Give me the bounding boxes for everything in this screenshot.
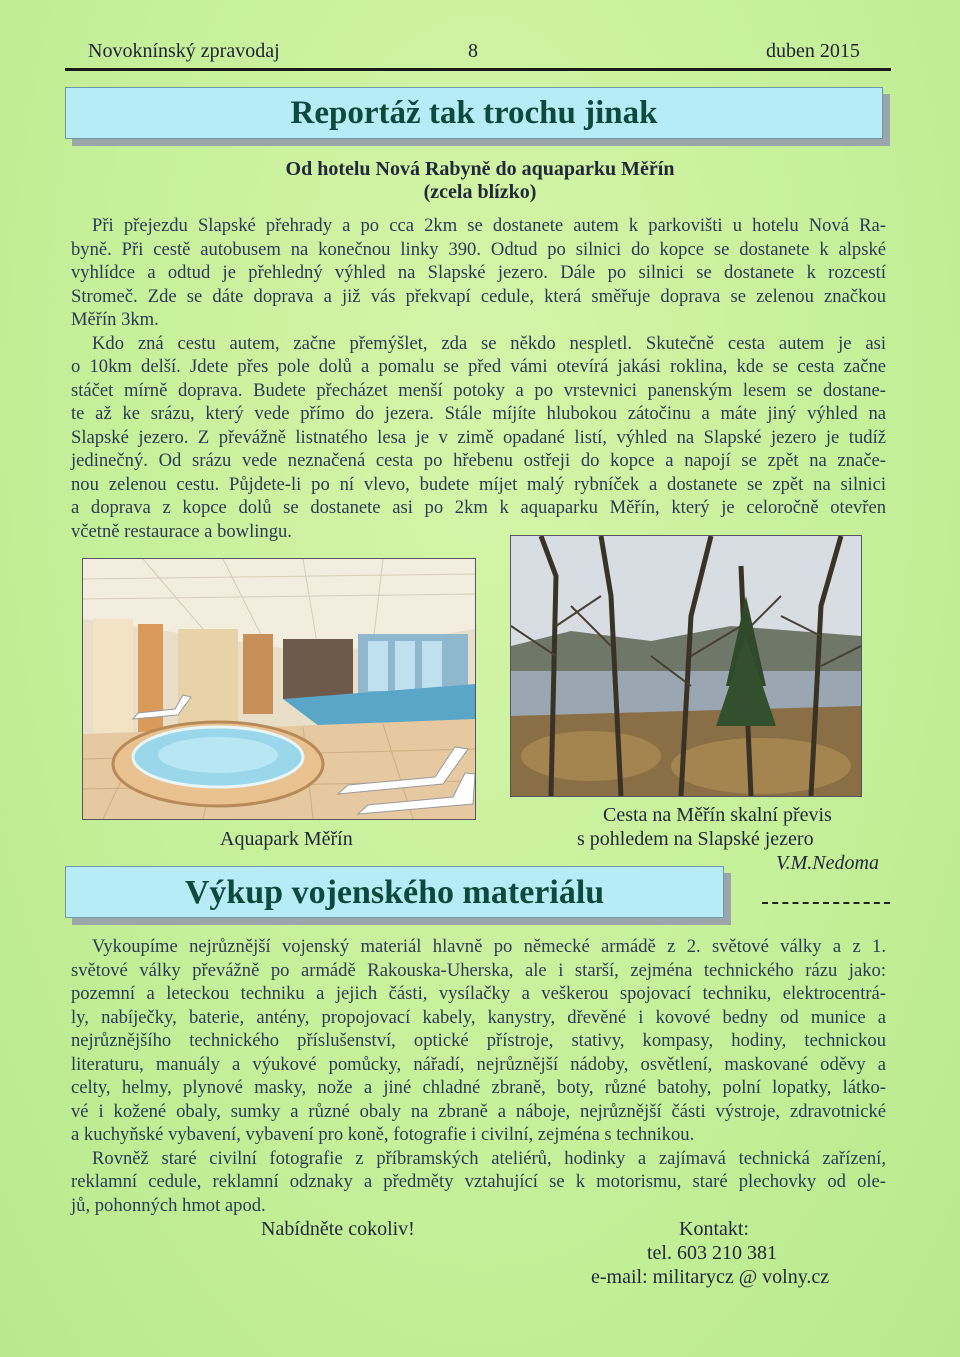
text-line: stáčet mírně doprava. Budete přecházet menší potoky a po vrstevnici panenským lesem se dostane- (71, 379, 886, 401)
contact-email: e-mail: militarycz @ volny.cz (591, 1266, 830, 1288)
text-line: nejrůznějšího technického příslušenství, optické přístroje, stativy, kompasy, hodiny, technickou (71, 1030, 886, 1051)
text-line: pozemní a leteckou techniku a jejich části, vysílačky a veškerou spojovací techniku, elektrocentrá- (71, 983, 886, 1004)
article1-subtitle-note: (zcela blízko) (423, 181, 537, 203)
article1-title-banner (65, 87, 883, 139)
contact-label: Kontakt: (679, 1218, 749, 1240)
caption-lake-2: s pohledem na Slapské jezero (577, 828, 814, 850)
header-publication: Novoknínský zpravodaj (88, 40, 280, 62)
header-page-number: 8 (468, 40, 478, 62)
text-line: literaturu, manuály a výukové pomůcky, nářadí, nejrůznější nádoby, osvětlení, maskované oděvy a (71, 1053, 886, 1075)
article2-body (71, 935, 886, 1217)
text-line: Při přejezdu Slapské přehrady a po cca 2km se dostanete autem k parkovišti u hotelu Nová Ra- (92, 215, 886, 236)
article1-subtitle: Od hotelu Nová Rabyně do aquaparku Měřín (285, 158, 675, 180)
text-line: o 10km delší. Jdete přes pole dolů a pomalu se před vámi otevírá jakási roklina, kde se cesta začne (71, 356, 886, 377)
text-line: vyhlídce a odtud je přehledný výhled na Slapské jezero. Dále po silnici se dostanete k rozcestí (71, 262, 886, 283)
author: V.M.Nedoma (776, 852, 879, 874)
article2-title: Výkup vojenského materiálu (184, 874, 605, 911)
caption-aquapark: Aquapark Měřín (220, 828, 353, 850)
text-line: světové války převážně po armádě Rakouska-Uherska, ale i starší, zejména technického rázu jako: (71, 959, 886, 981)
offer-text: Nabídněte cokoliv! (261, 1218, 415, 1240)
text-line: Měřín 3km. (71, 309, 159, 330)
text-line: celty, helmy, plynové masky, nože a jiné chladné zbraně, boty, různé batohy, polní lopatky, látko- (71, 1077, 886, 1098)
text-line: ly, nabíječky, baterie, antény, propojovací kabely, kanystry, dřevěné i kovové bedny od munice a (71, 1006, 886, 1028)
text-line: Stromeč. Zde se dáte doprava a již vás překvapí cedule, která směřuje doprava se zelenou značkou (71, 285, 886, 307)
contact-phone: tel. 603 210 381 (647, 1242, 777, 1264)
text-line: Kdo zná cestu autem, začne přemýšlet, zda se někdo nespletl. Skutečně cesta autem je asi (92, 332, 886, 354)
header-date: duben 2015 (766, 40, 860, 62)
pool-photo (82, 558, 476, 820)
text-line: Slapské jezero. Z převážně listnatého lesa je v zimě opadané listí, výhled na Slapské jezero je tudíž (71, 426, 886, 448)
text-line: jů, pohonných hmot apod. (71, 1194, 266, 1216)
text-line: byně. Při cestě autobusem na konečnou linky 390. Odtud po silnici do kopce se dostanete k alpské (71, 238, 886, 260)
text-line: nou zelenou cestu. Půjdete-li po ní vlevo, budete míjet malý rybníček a dostanete se zpět na silnici (71, 473, 886, 495)
caption-lake: Cesta na Měřín skalní převis (603, 804, 832, 826)
article2-title-banner (65, 866, 724, 918)
text-line: a kuchyňské vybavení, vybavení pro koně, fotografie i civilní, zejména s technikou. (71, 1124, 695, 1145)
text-line: te až ke srázu, který vede přímo do jezera. Stále míjíte hlubokou zátočinu a máte jiný výhled na (71, 403, 886, 424)
text-line: a doprava z kopce dolů se dostanete asi po 2km k aquaparku Měřín, který je celoročně otevřen (71, 497, 886, 518)
text-line: včetně restaurace a bowlingu. (71, 520, 292, 542)
text-line: Vykoupíme nejrůznější vojenský materiál hlavně po německé armádě z 2. světové války a z 1. (92, 936, 886, 957)
text-line: reklamní cedule, reklamní odznaky a předměty vztahující se k motorismu, staré plechovky od ole- (71, 1171, 886, 1192)
text-line: Rovněž staré civilní fotografie z příbramských ateliérů, hodinky a zajímavá technická zařízení, (92, 1147, 886, 1169)
separator-dashes (762, 902, 890, 904)
lake-forest-photo (510, 535, 862, 797)
text-line: jedinečný. Od srázu vede neznačená cesta po hřebenu ostřeji do kopce a napojí se zpět na znače- (71, 450, 886, 471)
header-rule (65, 68, 891, 71)
article1-title: Reportáž tak trochu jinak (290, 95, 658, 131)
text-line: vé i kožené obaly, sumky a různé obaly na zbraně a náboje, nejrůznější části výstroje, zdravotnické (71, 1100, 886, 1122)
article1-body (71, 214, 886, 543)
